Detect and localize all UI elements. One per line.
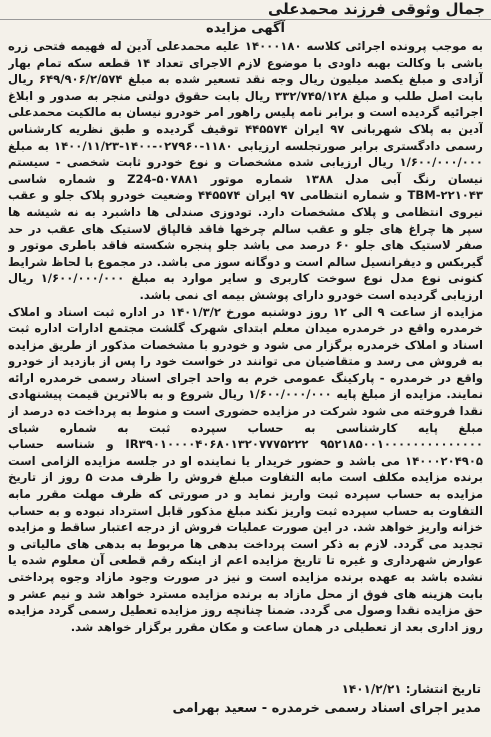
signature-line: مدیر اجرای اسناد رسمی خرمدره - سعید بهرامی xyxy=(172,701,481,716)
publication-date: تاریخ انتشار: ۱۴۰۱/۲/۲۱ xyxy=(341,682,481,696)
notice-body xyxy=(8,38,483,678)
top-banner: جمال وثوقی فرزند محمدعلی xyxy=(0,0,491,20)
notice-title: آگهی مزایده xyxy=(206,21,285,36)
body-paragraph-1: به موجب پرونده اجرائی کلاسه ۱۴۰۰۰۱۸۰ علیه محمدعلی آدین له فهیمه فتحی زره باشی با وکالت بهبه داودی با موضوع لازم الاجرای تعداد ۱۴ قطعه سکه تمام بهار آزادی و مبلغ یکصد میلیون ریال وجه نقد تسعیر شده به مبلغ ۶۴۹/۹۰۶/۲/۵۷۴ ریال بابت اصل طلب و مبلغ ۳۳۲/۷۴۵/۱۲۸ ریال بابت حقوق دولتی منجر به صدور و ابلاغ اجرائیه گردیده است و برابر نامه پلیس راهور امر خودرو نیسان به مالکیت محمدعلی آدین به پلاک شهربانی ۹۷ ایران ۴۴۵۵۷۴ توقیف گردیده و طبق نظریه کارشناس رسمی دادگستری برابر صورتجلسه ارزیابی ۱۱۸۰-۰۲۷۹۶۰-۱۴۰۰-۱۴۰۰/۱۱/۲۳ به مبلغ ۱/۶۰۰/۰۰۰/۰۰۰ ریال ارزیابی شده مشخصات و نوع خودرو ثابت شخصی - سیستم نیسان رنگ آبی مدل ۱۳۸۸ شماره موتور Z24-۵۰۷۸۸۱ و شماره شاسی TBM-۲۲۱۰۴۳ و شماره انتظامی ۹۷ ایران ۴۴۵۵۷۴ وضعیت خودرو پلاک جلو و عقب نیروی انتظامی و پلاک مشخصات دارد. تودوزی صندلی ها داشبرد به نه شیشه ها سپر ها چراغ های جلو و عقب سالم چرخها فاقد قالپاق لاستیک های عقب در حد صفر لاستیک های جلو ۶۰ درصد می باشد جلو پنجره شکسته فاقد باطری موتور و گیربکس و دیفرانسیل سالم است و دوگانه سوز می باشد. در مجموع با لحاظ شرایط کنونی نوع مدل نوع سوخت کاربری و سایر موارد به مبلغ ۱/۶۰۰/۰۰۰/۰۰۰ ریال ارزیابی گردیده است خودرو دارای پوشش بیمه ای نمی باشد. xyxy=(8,39,483,302)
body-paragraph-2: مزایده از ساعت ۹ الی ۱۲ روز دوشنبه مورخ ۱۴۰۱/۳/۲ در اداره ثبت اسناد و املاک خرمدره واقع در خرمدره میدان معلم ابتدای شهرک گلشت مجتمع ادارات اداره ثبت اسناد و املاک خرمدره برگزار می شود و خودرو با مشخصات مذکور از طریق مزایده به فروش می رسد و متقاضیان می توانند در خواست خود را پس از بازدید از خودرو واقع در خرمدره - پارکینگ عمومی خرم به واحد اجرای اسناد رسمی خرمدره ارائه نمایند. مزایده از مبلغ پایه ۱/۶۰۰/۰۰۰/۰۰۰ ریال شروع و به بالاترین قیمت پیشنهادی نقدا فروخته می شود شرکت در مزایده حضوری است و منوط به پرداخت ده درصد از مبلغ پایه کارشناسی به حساب سپرده ثبت به شماره شبای ۹۵۲۱۸۵۰۰۱۰۰۰۰۰۰۰۰۰۰۰۰۰۰ IR۳۹۰۱۰۰۰۰۴۰۶۸۰۱۳۲۰۷۷۷۵۲۲۲ و شناسه حساب ۱۴۰۰۰۲۰۴۹۰۵ می باشد و حضور خریدار یا نماینده او در جلسه مزایده الزامی است برنده مزایده مکلف است مابه التفاوت مبلغ فروش را ظرف مدت ۵ روز از تاریخ مزایده به حساب سپرده ثبت واریز نماید و در صورتی که ظرف مهلت مقرر مابه التفاوت به حساب سپرده ثبت واریز نکند مبلغ مذکور قابل استرداد نبوده و به حساب خزانه واریز خواهد شد. در این صورت عملیات فروش از درجه اعتبار ساقط و مزایده تجدید می گردد. لازم به ذکر است پرداخت بدهی ها مربوط به بدهی های مالیاتی و عوارض شهرداری و غیره تا تاریخ مزایده اعم از اینکه رقم قطعی آن معلوم شده یا نشده باشد به عهده برنده مزایده است و نیز در صورت وجود مازاد وجوه پرداختی بابت هزینه های فوق از محل مازاد به برنده مزایده مسترد خواهد شد و نیم عشر و حق مزایده نقدا وصول می گردد. ضمنا چنانچه روز مزایده تعطیل رسمی گردد مزایده روز اداری بعد از تعطیلی در همان ساعت و مکان مقرر برگزار خواهد شد. xyxy=(8,304,483,634)
